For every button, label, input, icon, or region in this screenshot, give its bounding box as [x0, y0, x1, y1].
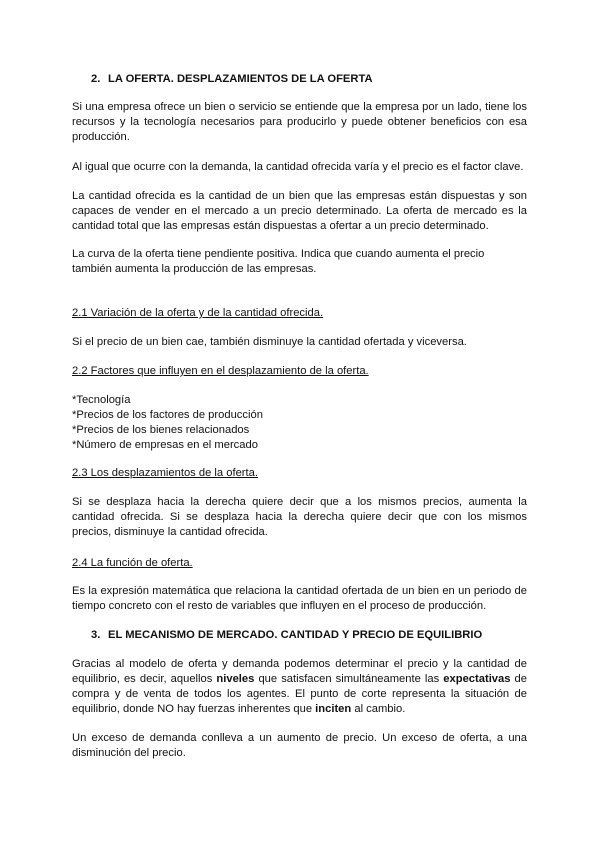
section-3-text-c: que satisfacen simultáneamente las	[254, 672, 444, 685]
bold-term-expectativas: expectativas	[443, 672, 511, 685]
section-3-title: EL MECANISMO DE MERCADO. CANTIDAD Y PRECIO DE EQUILIBRIO	[108, 629, 483, 641]
bold-term-inciten: inciten	[315, 702, 352, 715]
list-item: *Tecnología	[72, 394, 131, 406]
section-3-text-e: al cambio.	[351, 702, 406, 715]
list-item: *Precios de los factores de producción	[72, 408, 263, 421]
section-3-text-d: de compra y de venta de todos los agentes. El punto de corte representa la situación de equilibrio, donde NO hay fuerzas inherentes que	[72, 672, 527, 715]
subsection-2-3-text: Si se desplaza hacia la derecha quiere decir que a los mismos precios, aumenta la cantidad ofrecida. Si se desplaza hacia la derecha quiere decir que con los mismos precios, disminuye la cantidad ofrecida.	[72, 496, 527, 538]
subsection-2-3-title: 2.3 Los desplazamientos de la oferta.	[72, 467, 258, 479]
list-item: *Precios de los bienes relacionados	[72, 423, 250, 436]
section-3-paragraph-2: Un exceso de demanda conlleva a un aumento de precio. Un exceso de oferta, a una disminución del precio.	[72, 732, 527, 759]
section-2-paragraph-1: Si una empresa ofrece un bien o servicio se entiende que la empresa por un lado, tiene los recursos y la tecnología necesarios para producirlo y puede obtener beneficios con esa producción.	[72, 101, 527, 143]
subsection-2-4-title: 2.4 La función de oferta.	[72, 557, 193, 569]
section-2-heading	[91, 72, 373, 86]
section-2-paragraph-3: La cantidad ofrecida es la cantidad de un bien que las empresas están dispuestas y son capaces de vender en el mercado a un precio determinado. La oferta de mercado es la cantidad total que las empresas están dispuestas a ofertar a un precio determinado.	[72, 190, 527, 232]
section-3-paragraph-1	[72, 657, 527, 717]
subsection-2-1-text: Si el precio de un bien cae, también disminuye la cantidad ofertada y viceversa.	[72, 336, 467, 348]
subsection-2-2-title: 2.2 Factores que influyen en el desplazamiento de la oferta.	[72, 365, 369, 377]
factors-list	[72, 393, 527, 453]
section-3-heading	[91, 628, 482, 642]
section-2-paragraph-4: La curva de la oferta tiene pendiente positiva. Indica que cuando aumenta el precio también aumenta la producción de las empresas.	[72, 248, 485, 275]
section-2-number: 2.	[91, 73, 101, 85]
section-2-paragraph-2: Al igual que ocurre con la demanda, la cantidad ofrecida varía y el precio es el factor clave.	[72, 161, 524, 173]
subsection-2-1-title: 2.1 Variación de la oferta y de la cantidad ofrecida.	[72, 307, 324, 319]
list-item: *Número de empresas en el mercado	[72, 438, 258, 451]
section-3-text-a: Gracias al modelo de oferta y demanda podemos determinar el precio y la cantidad de equilibrio, es decir, aquellos	[72, 658, 527, 685]
section-2-title: LA OFERTA. DESPLAZAMIENTOS DE LA OFERTA	[108, 73, 373, 85]
section-3-number: 3.	[91, 629, 101, 641]
bold-term-niveles: niveles	[216, 672, 255, 685]
subsection-2-4-text: Es la expresión matemática que relaciona la cantidad ofertada de un bien en un periodo de tiempo concreto con el resto de variables que influyen en el proceso de producción.	[72, 585, 527, 612]
